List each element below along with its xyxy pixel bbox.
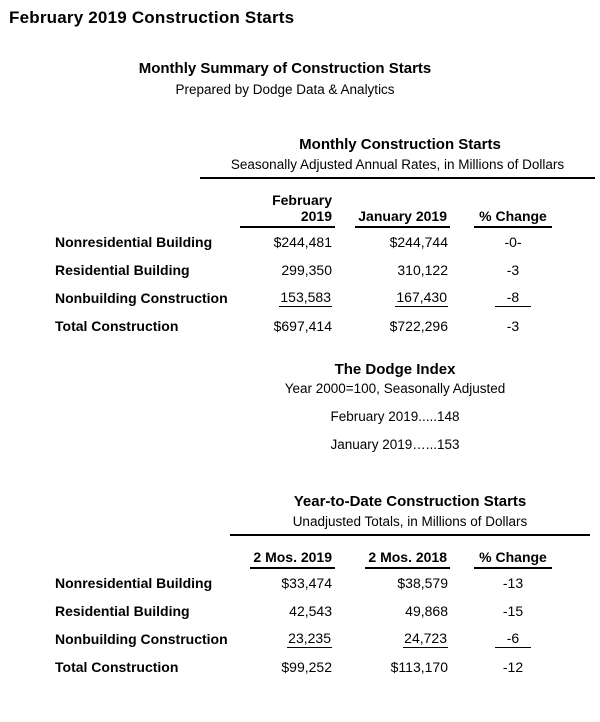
pct-change: -12 [502, 659, 524, 675]
value-current: 299,350 [281, 262, 332, 278]
monthly-table [55, 192, 576, 340]
table-row [55, 569, 576, 597]
value-current: $697,414 [273, 318, 332, 334]
header-spacer [55, 192, 240, 228]
summary-block [0, 60, 570, 98]
table-row [55, 284, 576, 312]
table-row [55, 312, 576, 340]
pct-change: -3 [506, 318, 520, 334]
row-label: Nonbuilding Construction [55, 631, 228, 647]
value-previous: $113,170 [390, 659, 448, 675]
column-header-change: % Change [450, 192, 576, 228]
table-row [55, 625, 576, 653]
value-previous: 167,430 [396, 289, 447, 305]
pct-change: -3 [506, 262, 520, 278]
column-header-current: February 2019 [240, 192, 335, 228]
row-label: Nonresidential Building [55, 575, 213, 591]
table-row [55, 228, 576, 256]
pct-change: -15 [502, 603, 524, 619]
column-header-current: 2 Mos. 2019 [240, 545, 335, 569]
table-row [55, 256, 576, 284]
value-current: $33,474 [281, 575, 332, 591]
value-current: $244,481 [273, 234, 332, 250]
table-row [55, 653, 576, 681]
value-current: 42,543 [289, 603, 332, 619]
value-current: $99,252 [281, 659, 332, 675]
monthly-section-title: Monthly Construction Starts [299, 136, 501, 153]
value-previous: $38,579 [397, 575, 448, 591]
dodge-index-value-february: February 2019.....148 [330, 409, 460, 424]
pct-change: -13 [502, 575, 524, 591]
column-header-change: % Change [450, 545, 576, 569]
row-label: Residential Building [55, 262, 190, 278]
ytd-section-subtitle: Unadjusted Totals, in Millions of Dollars [230, 514, 590, 536]
row-label: Residential Building [55, 603, 190, 619]
row-label: Total Construction [55, 318, 179, 334]
value-current: 153,583 [280, 289, 331, 305]
page-title: February 2019 Construction Starts [9, 8, 295, 27]
value-previous: 49,868 [405, 603, 448, 619]
header-spacer [55, 545, 240, 569]
ytd-table [55, 545, 576, 681]
value-previous: $244,744 [389, 234, 448, 250]
summary-title: Monthly Summary of Construction Starts [138, 60, 432, 77]
pct-change: -8 [450, 284, 576, 312]
row-label: Nonresidential Building [55, 234, 213, 250]
ytd-table-header-row [55, 545, 576, 569]
row-label: Nonbuilding Construction [55, 290, 228, 306]
dodge-index-title: The Dodge Index [334, 361, 456, 378]
value-previous: $722,296 [389, 318, 448, 334]
pct-change: -6 [450, 625, 576, 653]
row-label: Total Construction [55, 659, 179, 675]
monthly-table-header-row [55, 192, 576, 228]
ytd-section-title: Year-to-Date Construction Starts [293, 493, 527, 510]
column-header-previous: January 2019 [335, 192, 450, 228]
value-current: 23,235 [288, 630, 331, 646]
dodge-index-value-january: January 2019…...153 [330, 437, 460, 452]
pct-change: -0- [504, 234, 522, 250]
table-row [55, 597, 576, 625]
value-previous: 310,122 [397, 262, 448, 278]
column-header-previous: 2 Mos. 2018 [335, 545, 450, 569]
monthly-section-subtitle: Seasonally Adjusted Annual Rates, in Millions of Dollars [200, 157, 595, 179]
dodge-index-block [193, 361, 597, 453]
dodge-index-subtitle: Year 2000=100, Seasonally Adjusted [284, 381, 506, 396]
summary-subtitle: Prepared by Dodge Data & Analytics [175, 82, 395, 97]
value-previous: 24,723 [404, 630, 447, 646]
